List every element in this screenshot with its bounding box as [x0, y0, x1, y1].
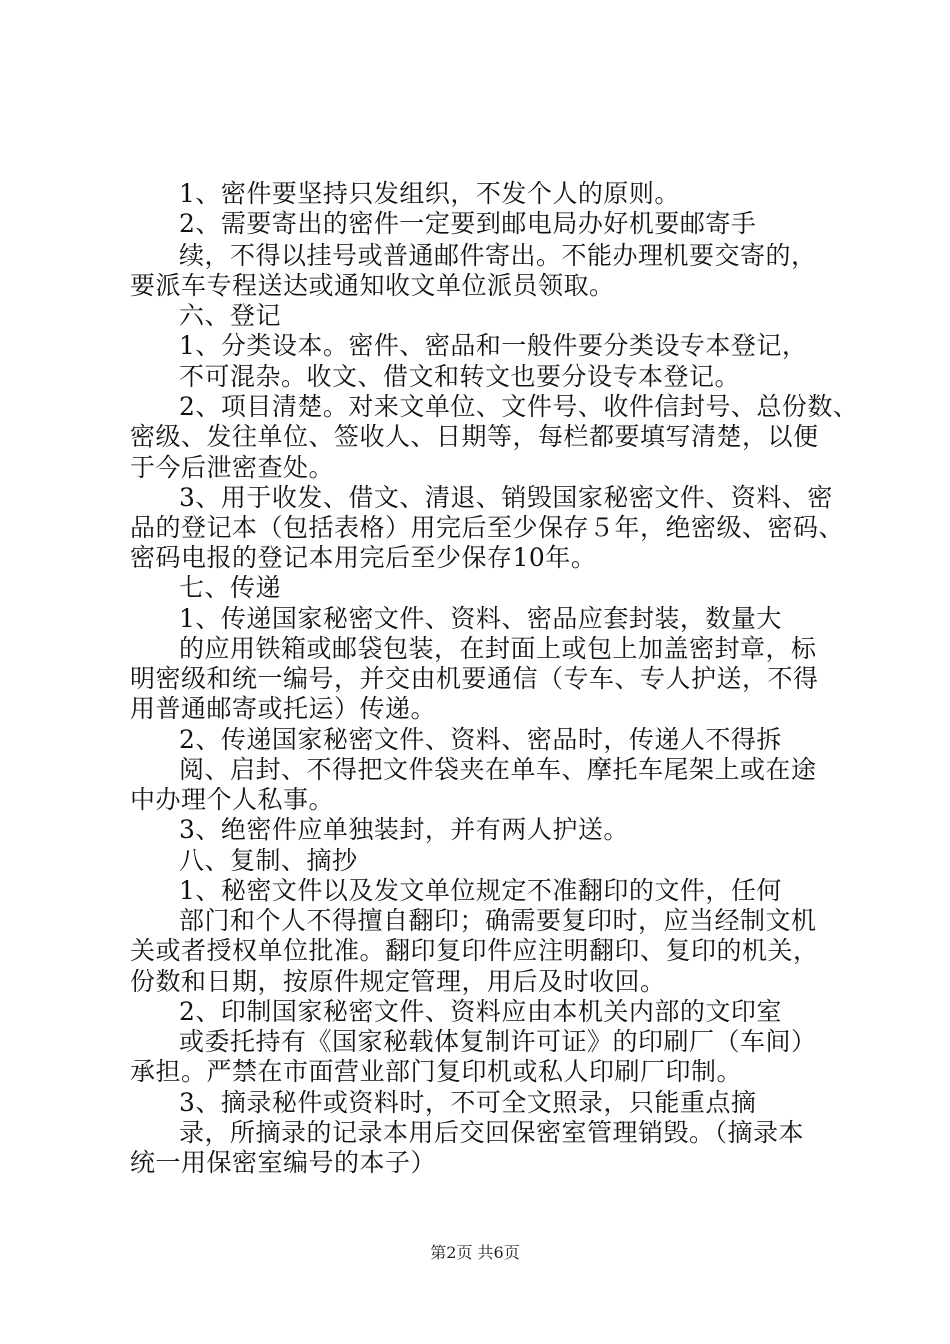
- body-text-line: 统一用保密室编号的本子）: [130, 1148, 437, 1177]
- body-text-line: 2、印制国家秘密文件、资料应由本机关内部的文印室: [179, 997, 782, 1026]
- section-heading: 八、复制、摘抄: [179, 846, 358, 875]
- body-text-line: 份数和日期，按原件规定管理，用后及时收回。: [130, 967, 666, 996]
- body-text-line: 要派车专程送达或通知收文单位派员领取。: [130, 271, 615, 300]
- body-text-line: 录，所摘录的记录本用后交回保密室管理销毁。（摘录本: [179, 1118, 805, 1147]
- page-footer: 第2页 共6页: [430, 1243, 520, 1262]
- body-text-line: 或委托持有《国家秘载体复制许可证》的印刷厂（车间）: [179, 1027, 817, 1056]
- body-text-line: 2、需要寄出的密件一定要到邮电局办好机要邮寄手: [179, 209, 757, 238]
- body-text-line: 1、密件要坚持只发组织，不发个人的原则。: [179, 179, 680, 208]
- section-heading: 六、登记: [179, 301, 282, 330]
- body-text-line: 1、分类设本。密件、密品和一般件要分类设专本登记，: [179, 331, 808, 360]
- body-text-line: 用普通邮寄或托运）传递。: [130, 694, 437, 723]
- body-text-line: 阅、启封、不得把文件袋夹在单车、摩托车尾架上或在途: [179, 755, 817, 784]
- body-text-line: 密级、发往单位、签收人、日期等，每栏都要填写清楚，以便: [130, 422, 819, 451]
- body-text-line: 2、项目清楚。对来文单位、文件号、收件信封号、总份数、: [179, 392, 859, 421]
- body-text-line: 不可混杂。收文、借文和转文也要分设专本登记。: [179, 362, 741, 391]
- body-text-line: 1、秘密文件以及发文单位规定不准翻印的文件，任何: [179, 876, 782, 905]
- section-heading: 七、传递: [179, 573, 282, 602]
- body-text-line: 1、传递国家秘密文件、资料、密品应套封装，数量大: [179, 604, 782, 633]
- body-text-line: 3、用于收发、借文、清退、销毁国家秘密文件、资料、密: [179, 483, 833, 512]
- body-text-line: 品的登记本（包括表格）用完后至少保存５年，绝密级、密码、: [130, 513, 845, 542]
- body-text-line: 3、绝密件应单独装封，并有两人护送。: [179, 815, 629, 844]
- body-text-line: 续，不得以挂号或普通邮件寄出。不能办理机要交寄的，: [179, 241, 817, 270]
- body-text-line: 中办理个人私事。: [130, 785, 335, 814]
- body-text-line: 部门和个人不得擅自翻印；确需要复印时，应当经制文机: [179, 906, 817, 935]
- body-text-line: 承担。严禁在市面营业部门复印机或私人印刷厂印制。: [130, 1057, 743, 1086]
- body-text-line: 密码电报的登记本用完后至少保存10年。: [130, 543, 597, 572]
- body-text-line: 关或者授权单位批准。翻印复印件应注明翻印、复印的机关，: [130, 936, 819, 965]
- body-text-line: 明密级和统一编号，并交由机要通信（专车、专人护送，不得: [130, 664, 819, 693]
- body-text-line: 的应用铁箱或邮袋包装，在封面上或包上加盖密封章，标: [179, 634, 817, 663]
- body-text-line: 3、摘录秘件或资料时，不可全文照录，只能重点摘: [179, 1088, 757, 1117]
- body-text-line: 于今后泄密查处。: [130, 453, 335, 482]
- body-text-line: 2、传递国家秘密文件、资料、密品时，传递人不得拆: [179, 725, 782, 754]
